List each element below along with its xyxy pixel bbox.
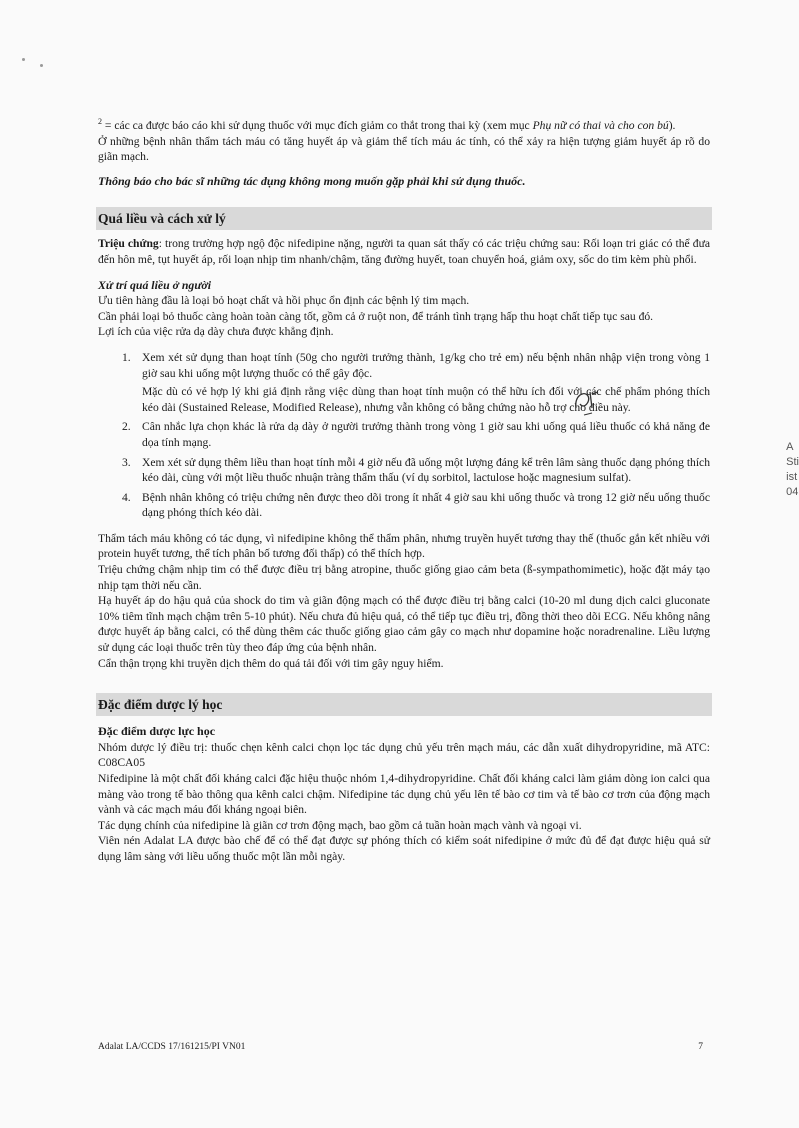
scan-speck <box>40 64 43 67</box>
page-footer <box>98 1042 703 1052</box>
footnote: $^2$ = các ca được báo cáo khi sử dụng thuốc với mục đích giảm co thắt trong thai kỳ (xem mục Phụ nữ có thai và cho con bú). <box>98 117 676 132</box>
list-item: 1. Xem xét sử dụng than hoạt tính (50g cho người trưởng thành, 1g/kg cho trẻ em) nếu bệnh nhân nhập viện trong vòng 1 giờ sau khi uống một lượng thuốc có thể gây độc. Mặc dù có vẻ hợp lý khi giả định rằng việc dùng than hoạt tính muộn có thể hữu ích đối với các chế phẩm phóng thích kéo dài (Sustained Release, Modified Release), nhưng vẫn không có bằng chứng nào hỗ trợ cho điều này. <box>122 350 710 414</box>
section-pharmacology-heading <box>96 693 712 716</box>
pharmacodynamics-heading: Đặc điểm dược lực học <box>98 724 216 739</box>
adalat-paragraph: Viên nén Adalat LA được bào chế để có thể đạt được sự phóng thích có kiểm soát nifedipine ở mức đủ để đạt được hiệu quả sử dụng lâm sàng với liều uống thuốc một lần mỗi ngày. <box>98 834 710 863</box>
hypotension-paragraph: Hạ huyết áp do hậu quả của shock do tim và giãn động mạch có thể được điều trị bằng calci (10-20 ml dung dịch calci gluconate 10% tiêm tĩnh mạch chậm trên 5-10 phút). Nếu chưa đủ hiệu quả, có thể tiếp tục điều trị, đồng thời theo dõi ECG. Nếu không nâng được huyết áp bằng calci, có thể dùng thêm các thuốc giống giao cảm gây co mạch như dopamine hoặc noradrenaline. Liều lượng sử dụng các loại thuốc trên tùy theo đáp ứng của bệnh nhân. <box>98 594 710 655</box>
section-overdose-heading <box>96 207 712 230</box>
mechanism-paragraph: Nifedipine là một chất đối kháng calci đặc hiệu thuộc nhóm 1,4-dihydropyridine. Chất đối kháng calci làm giảm dòng ion calci qua màng vào trong tế bào thông qua kênh calci chậm. Nifedipine tác dụng chủ yếu lên tế bào cơ tim và tế bào cơ trơn của động mạch vành và các mạch máu đối kháng ngoại biên. <box>98 772 710 817</box>
scan-speck <box>22 58 25 61</box>
bradycardia-paragraph: Triệu chứng chậm nhịp tim có thể được điều trị bằng atropine, thuốc giống giao cảm beta (ß-sympathomimetic), hoặc đặt máy tạo nhịp tạm thời nếu cần. <box>98 563 710 592</box>
caution-paragraph: Cẩn thận trọng khi truyền dịch thêm do quá tải đối với tim gây nguy hiểm. <box>98 656 444 670</box>
symptoms-label: Triệu chứng <box>98 237 159 251</box>
document-body <box>98 118 710 865</box>
section-title: Đặc điểm dược lý học <box>98 697 223 713</box>
pharmacological-group: Nhóm dược lý điều trị: thuốc chẹn kênh calci chọn lọc tác dụng chủ yếu trên mạch máu, các dẫn xuất dihydropyridine, mã ATC: C08CA05 <box>98 740 710 770</box>
plasma-exchange-paragraph: Thẩm tách máu không có tác dụng, vì nifedipine không thể thẩm phân, nhưng truyền huyết tương thay thế (thuốc gắn kết nhiều với protein huyết tương, thể tích phân bố tương đối thấp) có thể thích hợp. <box>98 531 710 561</box>
step-note: Mặc dù có vẻ hợp lý khi giả định rằng việc dùng than hoạt tính muộn có thể hữu ích đối với các chế phẩm phóng thích kéo dài (Sustained Release, Modified Release), nhưng vẫn không có bằng chứng nào hỗ trợ cho điều này. <box>142 385 710 414</box>
treatment-steps <box>98 350 710 521</box>
handwritten-mark <box>570 386 604 418</box>
treatment-line: Cần phải loại bỏ thuốc càng hoàn toàn càng tốt, gồm cả ở ruột non, để tránh tình trạng hấp thu hoạt chất tiếp tục sau đó. <box>98 309 654 323</box>
treatment-line: Ưu tiên hàng đầu là loại bỏ hoạt chất và hồi phục ổn định các bệnh lý tim mạch. <box>98 294 470 308</box>
footnote-marker: 2 <box>98 117 102 127</box>
section-reference: Phụ nữ có thai và cho con bú <box>532 119 669 132</box>
document-id: Adalat LA/CCDS 17/161215/PI VN01 <box>98 1042 246 1052</box>
dialysis-note: Ở những bệnh nhân thẩm tách máu có tăng huyết áp và giảm thể tích máu ác tính, có thể xảy ra hiện tượng giảm huyết áp rõ do giãn mạch. <box>98 134 710 164</box>
page-number: 7 <box>698 1042 703 1052</box>
treatment-heading: Xử trí quá liều ở người <box>98 277 212 292</box>
list-item: 2. Cân nhắc lựa chọn khác là rửa dạ dày ở người trưởng thành trong vòng 1 giờ sau khi uống quá liều thuốc có khả năng đe dọa tính mạng. <box>122 420 710 449</box>
adjacent-page-fragment: A Sti ist 04 <box>786 441 799 498</box>
list-item: 4. Bệnh nhân không có triệu chứng nên được theo dõi trong ít nhất 4 giờ sau khi uống thuốc và trong 12 giờ nếu uống thuốc dạng phóng thích kéo dài. <box>122 490 710 520</box>
treatment-line: Lợi ích của việc rửa dạ dày chưa được khẳng định. <box>98 325 334 339</box>
adverse-effect-notice: Thông báo cho bác sĩ những tác dụng không mong muốn gặp phải khi sử dụng thuốc. <box>98 173 526 188</box>
list-item: 3. Xem xét sử dụng thêm liều than hoạt tính mỗi 4 giờ nếu đã uống một lượng đáng kể trên lâm sàng thuốc dạng phóng thích kéo dài, cùng với một liều thuốc nhuận tràng thẩm thấu (ví dụ sorbitol, lactulose hoặc magnesium sulfat). <box>122 455 710 485</box>
main-effect-paragraph: Tác dụng chính của nifedipine là giãn cơ trơn động mạch, bao gồm cả tuần hoàn mạch vành và ngoại vi. <box>98 818 582 832</box>
symptoms-paragraph: Triệu chứng: trong trường hợp ngộ độc nifedipine nặng, người ta quan sát thấy có các triệu chứng sau: Rối loạn tri giác có thể đưa đến hôn mê, tụt huyết áp, rối loạn nhịp tim nhanh/chậm, tăng đường huyết, toan chuyển hoá, giảm oxy, sốc do tim kèm phù phổi. <box>98 237 710 266</box>
section-title: Quá liều và cách xử lý <box>98 211 226 227</box>
